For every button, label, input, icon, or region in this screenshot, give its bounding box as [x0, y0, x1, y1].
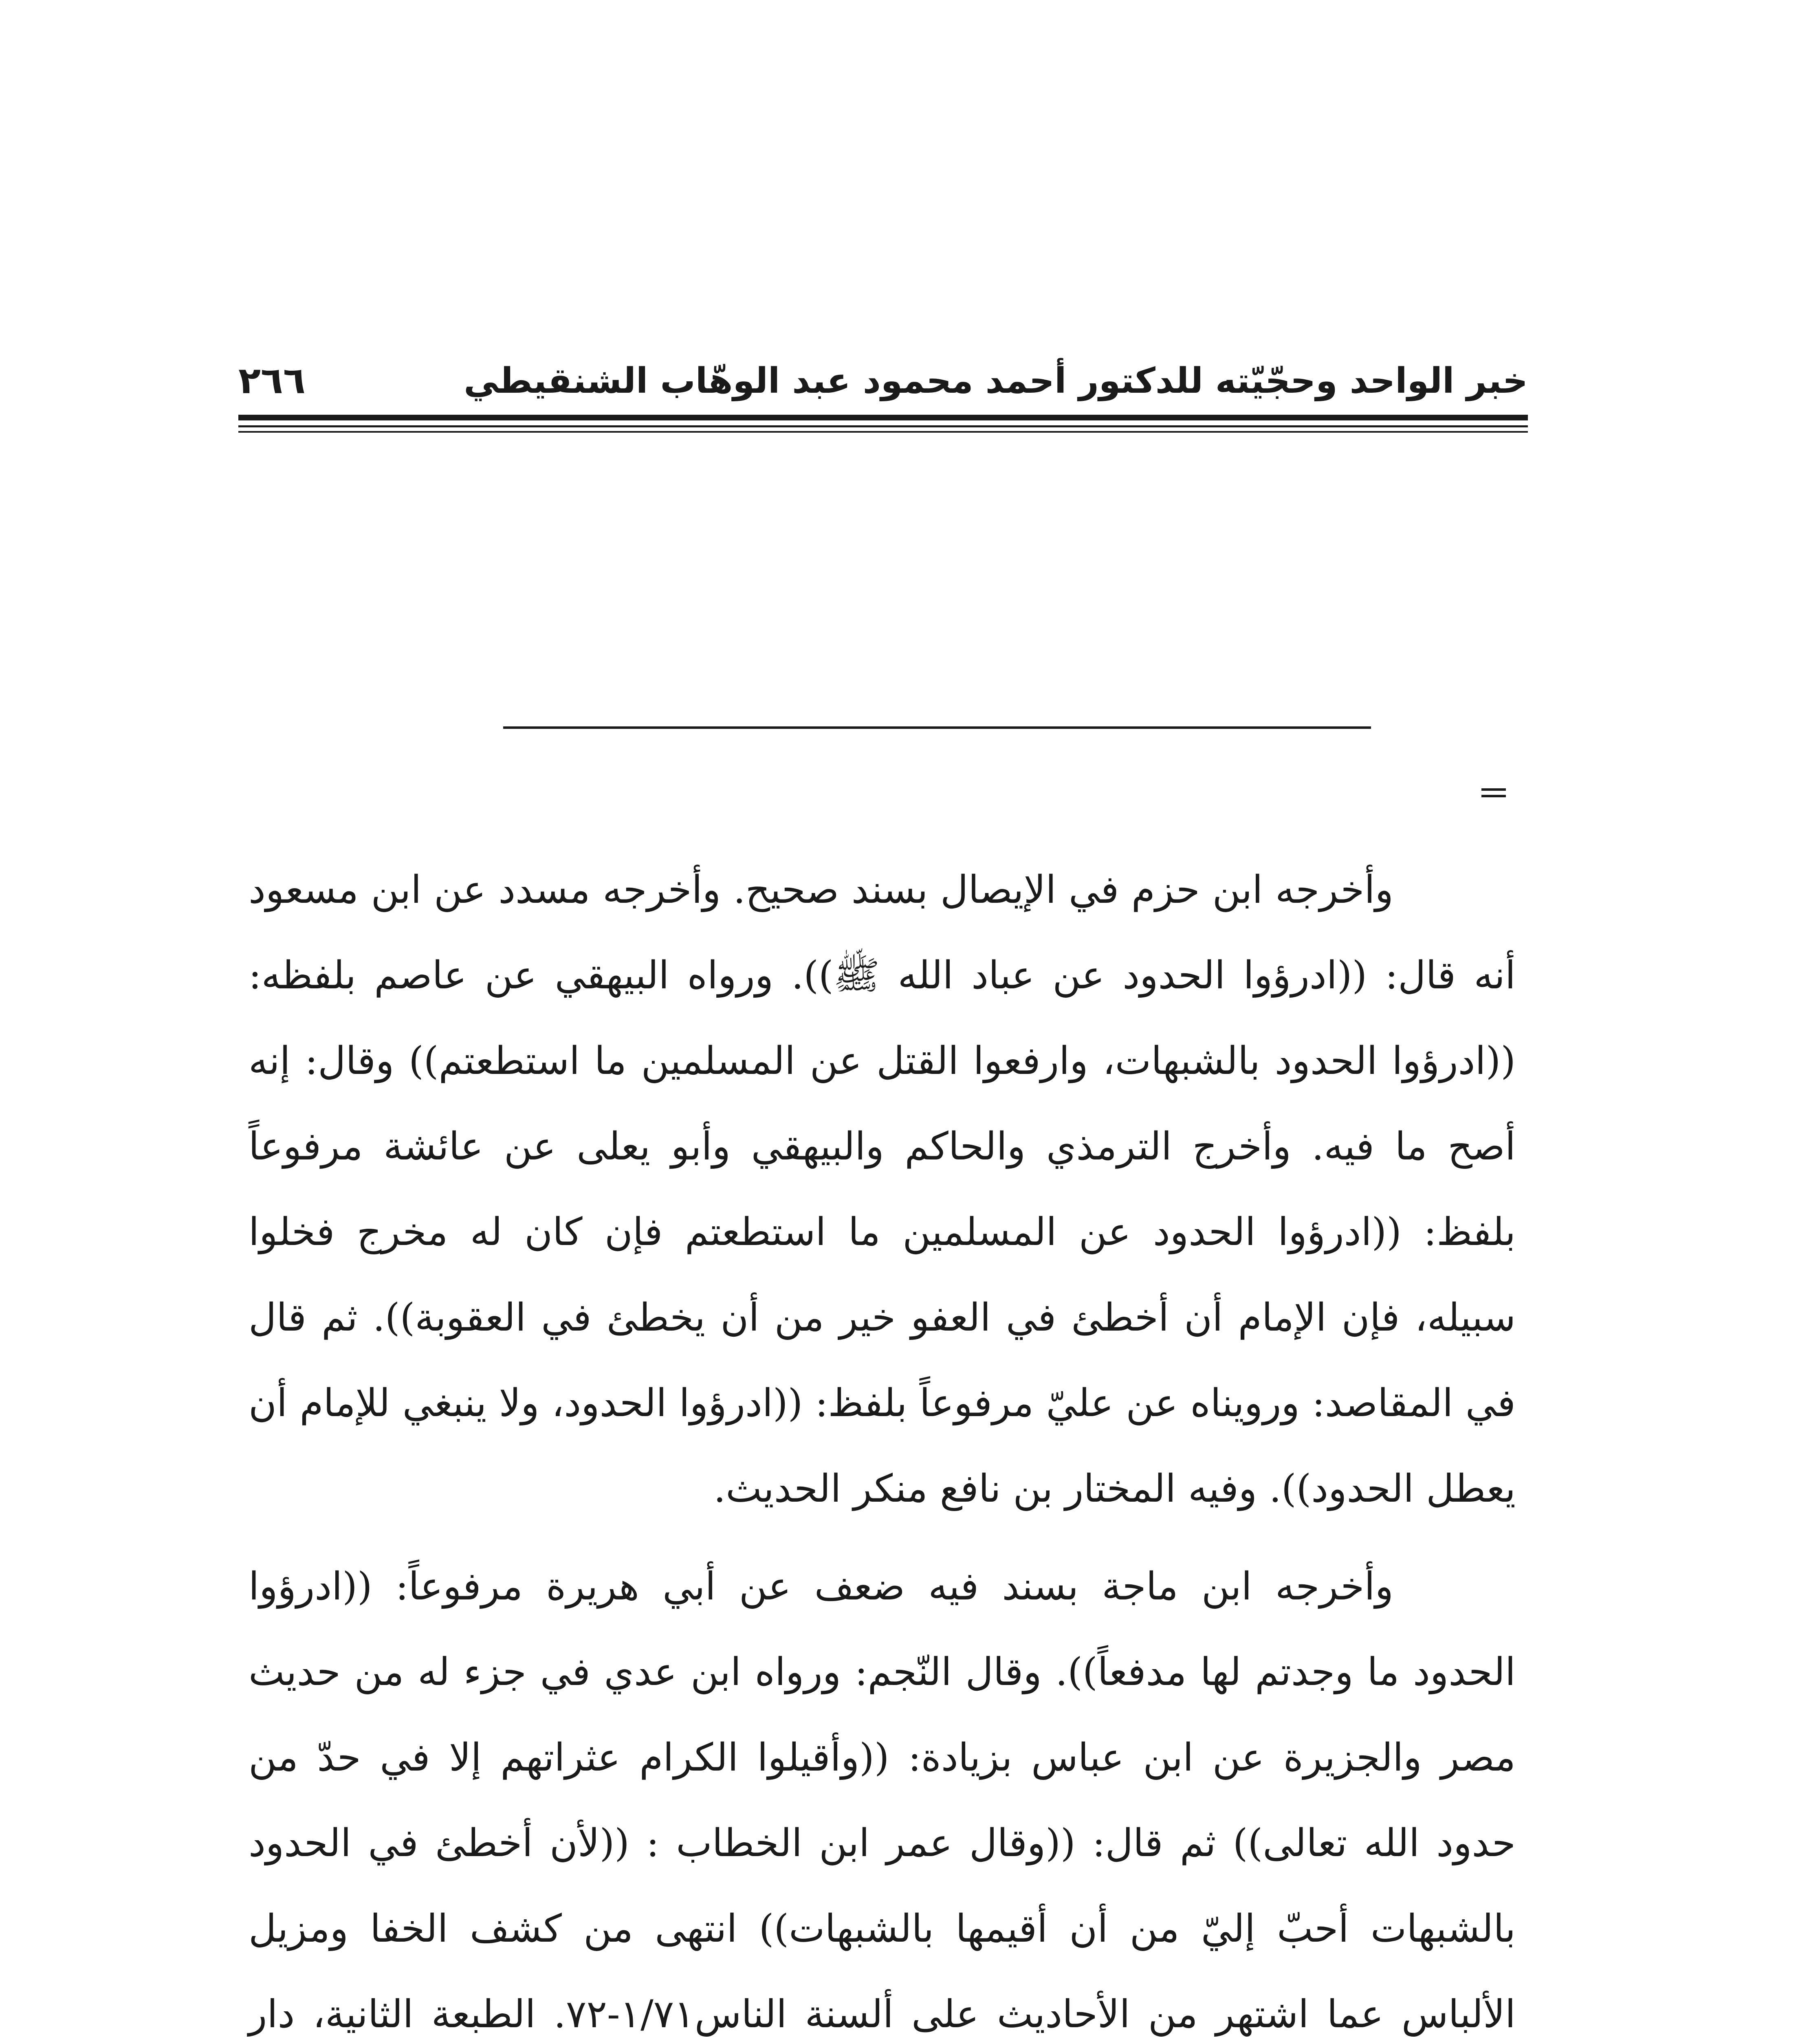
footnote-text	[249, 847, 1516, 2037]
continuation-mark	[1481, 788, 1506, 801]
footnote-separator	[503, 726, 1371, 729]
header-rule-tertiary	[238, 431, 1528, 433]
footnote-paragraph: وأخرجه ابن حزم في الإيصال بسند صحيح. وأخرجه مسدد عن ابن مسعود أنه قال: ((ادرؤوا الحدود عن عباد الله ﷺ)). ورواه البيهقي عن عاصم بلفظه: ((ادرؤوا الحدود بالشبهات، وارفعوا القتل عن المسلمين ما استطعتم)) وقال: إنه أصح ما فيه. وأخرج الترمذي والحاكم والبيهقي وأبو يعلى عن عائشة مرفوعاً بلفظ: ((ادرؤوا الحدود عن المسلمين ما استطعتم فإن كان له مخرج فخلوا سبيله، فإن الإمام أن أخطئ في العفو خير من أن يخطئ في العقوبة)). ثم قال في المقاصد: ورويناه عن عليّ مرفوعاً بلفظ: ((ادرؤوا الحدود، ولا ينبغي للإمام أن يعطل الحدود)). وفيه المختار بن نافع منكر الحديث.	[249, 868, 1516, 1511]
footnote-paragraph: وأخرجه ابن ماجة بسند فيه ضعف عن أبي هريرة مرفوعاً: ((ادرؤوا الحدود ما وجدتم لها مدفعاً)). وقال النّجم: ورواه ابن عدي في جزء له من حديث مصر والجزيرة عن ابن عباس بزيادة: ((وأقيلوا الكرام عثراتهم إلا في حدّ من حدود الله تعالى)) ثم قال: ((وقال عمر ابن الخطاب : ((لأن أخطئ في الحدود بالشبهات أحبّ إليّ من أن أقيمها بالشبهات)) انتهى من كشف الخفا ومزيل الألباس عما اشتهر من الأحاديث على ألسنة الناس١/٧١-٧٢. الطبعة الثانية، دار	[249, 1564, 1516, 2037]
header-rule	[238, 415, 1528, 420]
page-header	[238, 350, 1528, 411]
page-number: ٢٦٦	[238, 359, 306, 402]
header-rule-secondary	[238, 425, 1528, 427]
running-title: خبر الواحد وحجّيّته للدكتور أحمد محمود عبد الوهّاب الشنقيطي	[464, 361, 1528, 401]
